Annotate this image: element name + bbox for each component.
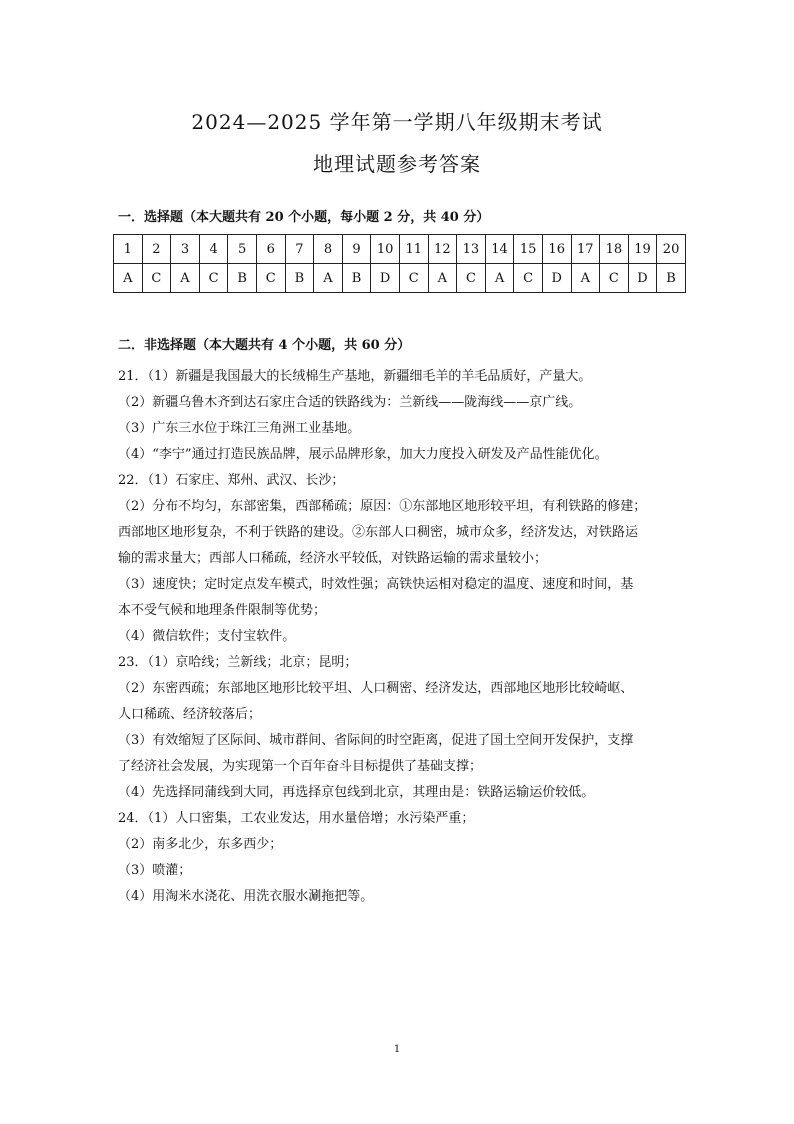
answer-line: （4）微信软件；支付宝软件。: [118, 629, 296, 644]
exam-title: 2024—2025 学年第一学期八年级期末考试: [191, 110, 603, 134]
question-number-cell: 11: [399, 235, 428, 264]
question-number-cell: 20: [657, 235, 686, 264]
answer-line: 22．（1）石家庄、郑州、武汉、长沙；: [118, 473, 345, 488]
answer-cell: D: [628, 264, 657, 293]
question-number-cell: 19: [628, 235, 657, 264]
answer-cell: B: [228, 264, 257, 293]
answer-line: 西部地区地形复杂，不利于铁路的建设。②东部人口稠密，城市众多，经济发达，对铁路运: [118, 525, 639, 540]
answer-cell: B: [285, 264, 314, 293]
answer-table: [113, 234, 686, 293]
answer-line: （3）喷灌；: [118, 863, 192, 878]
answer-line: 输的需求量大；西部人口稀疏，经济水平较低，对铁路运输的需求量较小；: [118, 551, 548, 566]
answer-cell: B: [342, 264, 371, 293]
question-number-cell: 13: [457, 235, 486, 264]
answer-line: （2）东密西疏；东部地区地形比较平坦、人口稠密、经济发达，西部地区地形比较崎岖、: [118, 681, 634, 696]
answer-cell: A: [571, 264, 600, 293]
answer-line: （4）用淘米水浇花、用洗衣服水涮拖把等。: [118, 889, 374, 904]
answer-cell: A: [314, 264, 343, 293]
answer-cell: C: [600, 264, 629, 293]
question-number-cell: 9: [342, 235, 371, 264]
answer-cell: A: [171, 264, 200, 293]
answer-line: 24．（1）人口密集，工农业发达，用水量倍增；水污染严重；: [118, 811, 475, 826]
question-number-cell: 4: [199, 235, 228, 264]
answer-cell: A: [485, 264, 514, 293]
answer-line: 本不受气候和地理条件限制等优势；: [118, 603, 327, 618]
question-number-cell: 14: [485, 235, 514, 264]
answer-cell: B: [657, 264, 686, 293]
answer-line: （2）分布不均匀，东部密集，西部稀疏；原因：①东部地区地形较平坦，有利铁路的修建；: [118, 499, 647, 514]
answer-line: （3）广东三水位于珠江三角洲工业基地。: [118, 421, 361, 436]
answer-cell: A: [114, 264, 143, 293]
answer-cell: C: [199, 264, 228, 293]
question-number-cell: 15: [514, 235, 543, 264]
question-number-cell: 12: [428, 235, 457, 264]
answer-text-block: [118, 364, 686, 910]
question-number-row: [114, 235, 686, 264]
answer-line: （3）有效缩短了区际间、城市群间、省际间的时空距离，促进了国土空间开发保护，支撑: [118, 733, 634, 748]
question-number-cell: 17: [571, 235, 600, 264]
answer-cell: C: [256, 264, 285, 293]
answer-line: （4）“李宁”通过打造民族品牌，展示品牌形象，加大力度投入研发及产品性能优化。: [118, 447, 608, 462]
section1-heading: 一．选择题（本大题共有 20 个小题，每小题 2 分，共 40 分）: [118, 210, 490, 225]
answer-key-subtitle: 地理试题参考答案: [313, 152, 481, 176]
page-number: 1: [393, 1044, 401, 1055]
answer-line: 了经济社会发展，为实现第一个百年奋斗目标提供了基础支撑；: [118, 759, 483, 774]
answer-line: （4）先选择同蒲线到大同，再选择京包线到北京，其理由是：铁路运输运价较低。: [118, 785, 595, 800]
answer-line: 人口稀疏、经济较落后；: [118, 707, 262, 722]
answer-cell: C: [514, 264, 543, 293]
answer-row: [114, 264, 686, 293]
question-number-cell: 7: [285, 235, 314, 264]
answer-cell: C: [457, 264, 486, 293]
question-number-cell: 6: [256, 235, 285, 264]
question-number-cell: 10: [371, 235, 400, 264]
question-number-cell: 3: [171, 235, 200, 264]
question-number-cell: 1: [114, 235, 143, 264]
answer-line: （2）南多北少，东多西少；: [118, 837, 283, 852]
question-number-cell: 8: [314, 235, 343, 264]
question-number-cell: 16: [542, 235, 571, 264]
question-number-cell: 18: [600, 235, 629, 264]
answer-cell: D: [542, 264, 571, 293]
answer-line: （2）新疆乌鲁木齐到达石家庄合适的铁路线为：兰新线——陇海线——京广线。: [118, 395, 582, 410]
answer-cell: D: [371, 264, 400, 293]
question-number-cell: 5: [228, 235, 257, 264]
question-number-cell: 2: [142, 235, 171, 264]
section2-heading: 二．非选择题（本大题共有 4 个小题，共 60 分）: [118, 338, 411, 353]
answer-line: 23．（1）京哈线；兰新线；北京；昆明；: [118, 655, 358, 670]
answer-cell: A: [428, 264, 457, 293]
answer-cell: C: [399, 264, 428, 293]
answer-cell: C: [142, 264, 171, 293]
answer-line: （3）速度快；定时定点发车模式，时效性强；高铁快运相对稳定的温度、速度和时间，基: [118, 577, 634, 592]
answer-line: 21．（1）新疆是我国最大的长绒棉生产基地，新疆细毛羊的羊毛品质好，产量大。: [118, 369, 592, 384]
